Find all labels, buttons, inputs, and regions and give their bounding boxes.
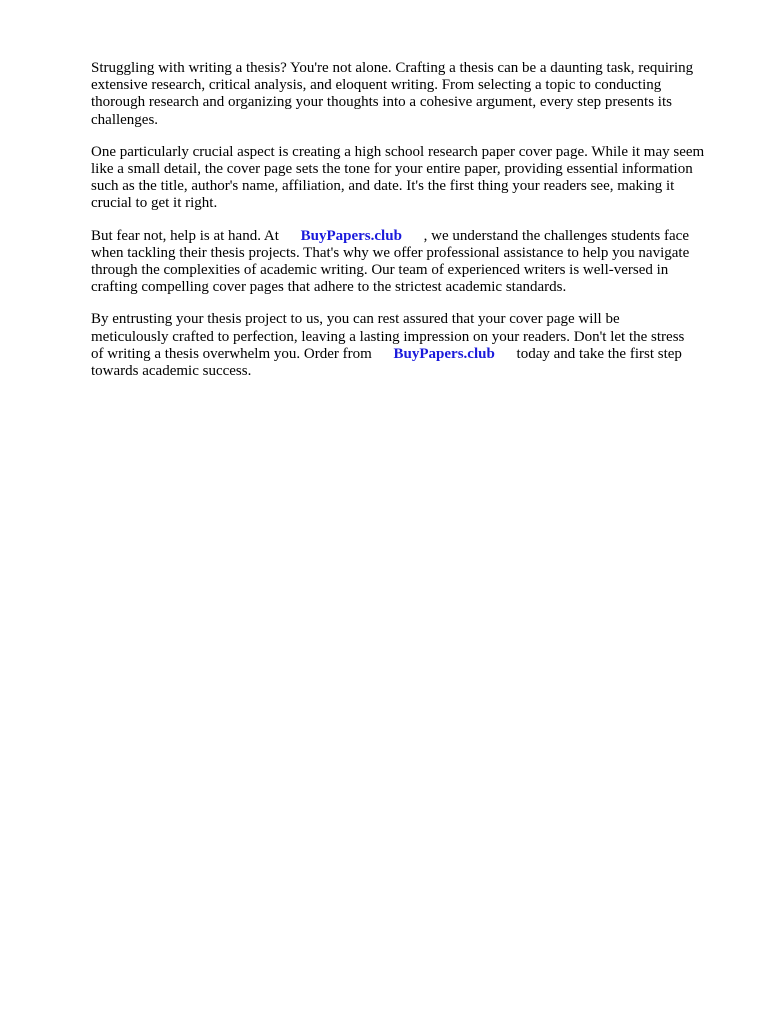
text-line: challenges.	[91, 111, 159, 128]
buypapers-link[interactable]: BuyPapers.club	[393, 345, 495, 362]
document-body	[91, 60, 731, 395]
text-line	[91, 228, 731, 245]
text-line: crucial to get it right.	[91, 195, 218, 212]
paragraph-intro	[91, 60, 731, 129]
text-line	[91, 346, 731, 363]
text-segment: , we understand the challenges students face	[419, 227, 689, 244]
paragraph-help	[91, 228, 731, 297]
text-line: By entrusting your thesis project to us, you can rest assured that your cover page will be	[91, 311, 620, 328]
text-line: through the complexities of academic writing. Our team of experienced writers is well-versed in	[91, 262, 669, 279]
text-line: extensive research, critical analysis, and eloquent writing. From selecting a topic to conducting	[91, 77, 662, 94]
paragraph-order	[91, 311, 731, 380]
text-line: such as the title, author's name, affiliation, and date. It's the first thing your readers see, making it	[91, 178, 675, 195]
text-segment: of writing a thesis overwhelm you. Order from	[91, 345, 376, 362]
text-line: when tackling their thesis projects. That's why we offer professional assistance to help you navigate	[91, 244, 690, 261]
text-line: like a small detail, the cover page sets the tone for your entire paper, providing essential information	[91, 161, 693, 178]
text-line: meticulously crafted to perfection, leaving a lasting impression on your readers. Don't let the stress	[91, 328, 685, 345]
paragraph-cover-page	[91, 144, 731, 213]
text-line: towards academic success.	[91, 363, 252, 380]
buypapers-link[interactable]: BuyPapers.club	[300, 227, 402, 244]
text-segment: today and take the first step	[512, 345, 682, 362]
text-line: thorough research and organizing your thoughts into a cohesive argument, every step presents its	[91, 94, 672, 111]
text-line: crafting compelling cover pages that adhere to the strictest academic standards.	[91, 279, 567, 296]
text-segment: But fear not, help is at hand. At	[91, 227, 283, 244]
text-line: Struggling with writing a thesis? You're not alone. Crafting a thesis can be a daunting task, requiring	[91, 60, 694, 76]
text-line: One particularly crucial aspect is creating a high school research paper cover page. While it may seem	[91, 143, 705, 160]
